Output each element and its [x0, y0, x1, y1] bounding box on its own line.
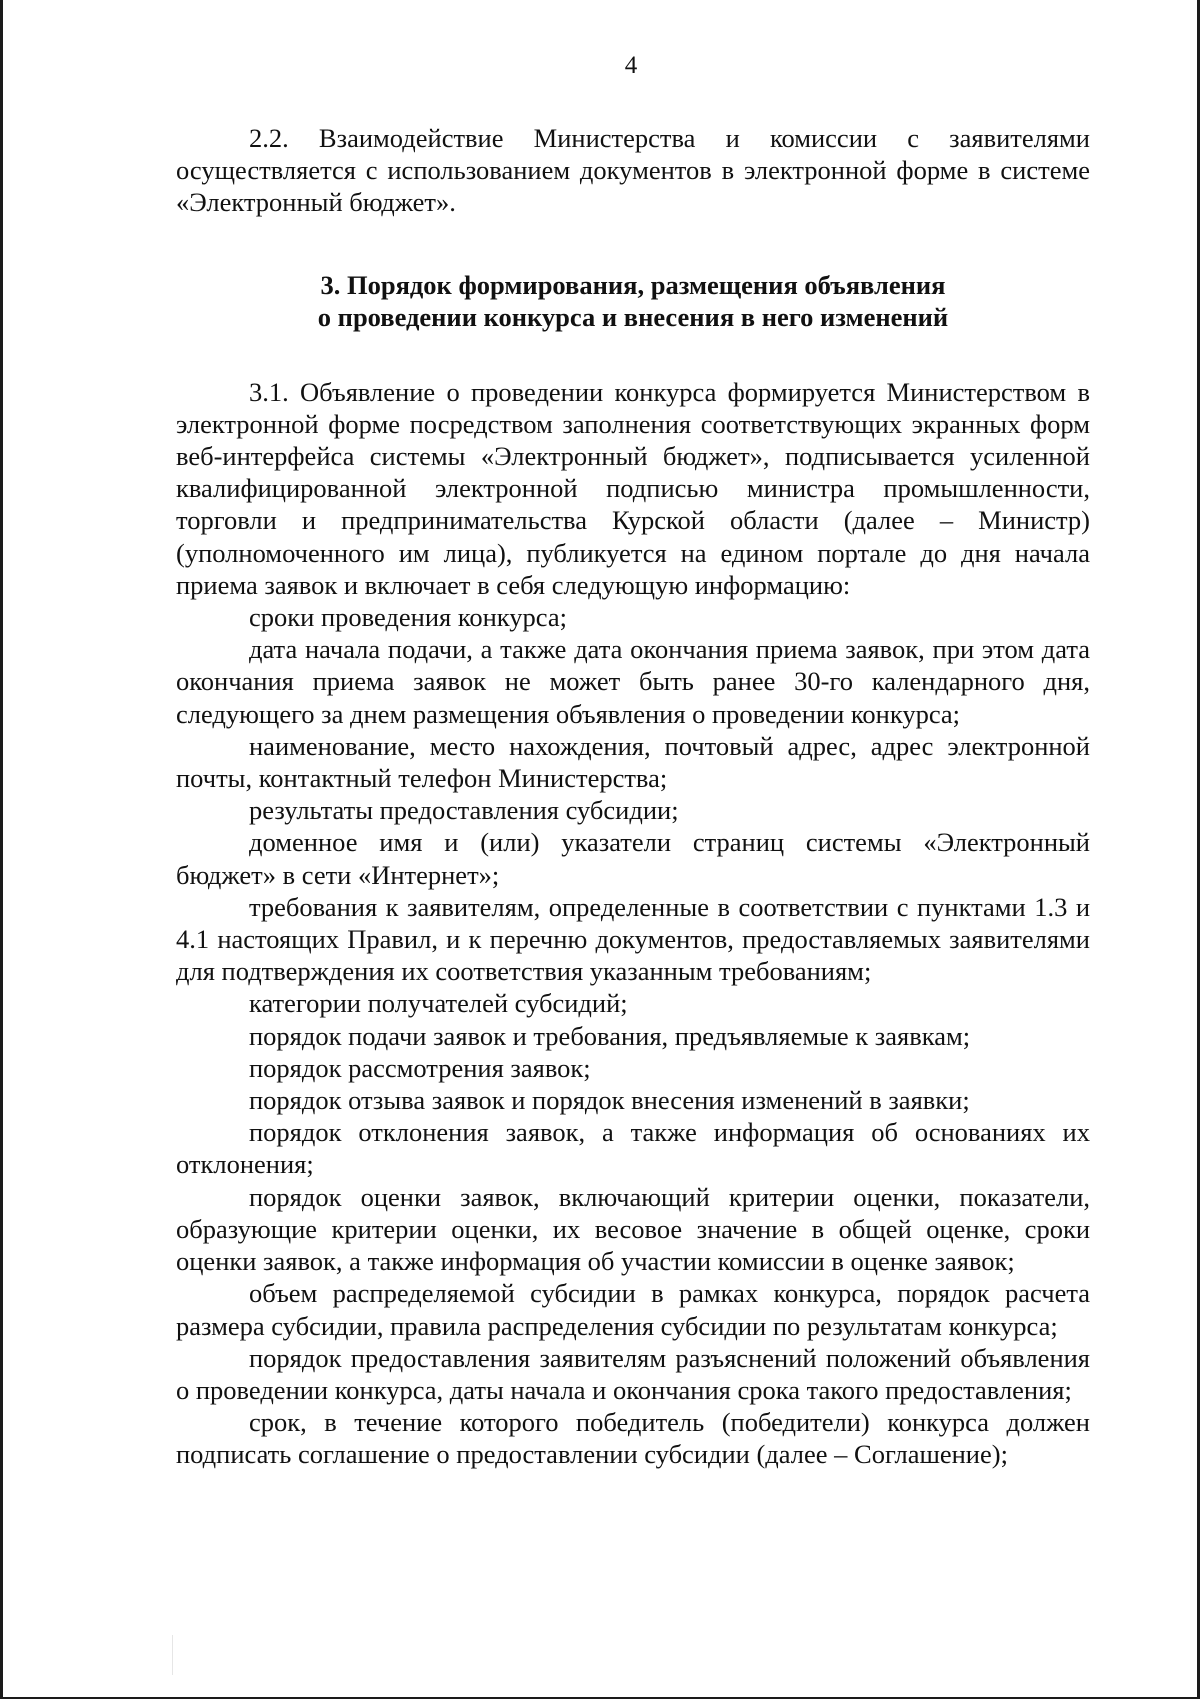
section-3-heading-line-1: 3. Порядок формирования, размещения объявления [320, 269, 946, 300]
section-2-2-paragraph: 2.2. Взаимодействие Министерства и комиссии с заявителями осуществляется с использованием документов в электронной форме в системе «Электронный бюджет». [176, 123, 1090, 218]
list-item-submission-procedure: порядок подачи заявок и требования, предъявляемые к заявкам; [249, 1020, 971, 1051]
list-item-contest-dates: сроки проведения конкурса; [249, 602, 567, 633]
document-body [176, 122, 1090, 1471]
list-item-subsidy-volume: объем распределяемой субсидии в рамках конкурса, порядок расчета размера субсидии, правила распределения субсидии по результатам конкурса; [176, 1278, 1090, 1341]
list-item-subsidy-results: результаты предоставления субсидии; [249, 795, 679, 826]
section-3-1-paragraph: 3.1. Объявление о проведении конкурса формируется Министерством в электронной форме посредством заполнения соответствующих экранных форм веб-интерфейса системы «Электронный бюджет», подписывается усиленной квалифицированной электронной подписью министра промышленности, торговли и предпринимательства Курской области (далее – Министр) (уполномоченного им лица), публикуется на едином портале до дня начала приема заявок и включает в себя следующую информацию: [176, 376, 1090, 600]
list-item-agreement-deadline: срок, в течение которого победитель (победители) конкурса должен подписать соглашение о предоставлении субсидии (далее – Соглашение); [176, 1407, 1090, 1470]
list-item-domain-name: доменное имя и (или) указатели страниц системы «Электронный бюджет» в сети «Интернет»; [176, 827, 1090, 890]
page-number: 4 [624, 52, 638, 79]
scan-edge-left [0, 0, 3, 1699]
list-item-evaluation-procedure: порядок оценки заявок, включающий критерии оценки, показатели, образующие критерии оценки, их весовое значение в общей оценке, сроки оценки заявок, а также информация об участии комиссии в оценке заявок; [176, 1181, 1090, 1277]
section-3-heading-line-2: о проведении конкурса и внесения в него изменений [317, 301, 949, 332]
list-item-recipient-categories: категории получателей субсидий; [249, 988, 628, 1019]
section-3-heading [176, 269, 1090, 333]
scan-artifact [172, 1635, 173, 1675]
list-item-clarification-procedure: порядок предоставления заявителям разъяснений положений объявления о проведении конкурса, даты начала и окончания срока такого предоставления; [176, 1342, 1090, 1405]
list-item-rejection-procedure: порядок отклонения заявок, а также информация об основаниях их отклонения; [176, 1117, 1090, 1180]
list-item-withdrawal-procedure: порядок отзыва заявок и порядок внесения изменений в заявки; [249, 1085, 970, 1116]
list-item-review-procedure: порядок рассмотрения заявок; [249, 1052, 591, 1083]
list-item-ministry-contacts: наименование, место нахождения, почтовый адрес, адрес электронной почты, контактный телефон Министерства; [176, 730, 1090, 794]
list-item-application-dates: дата начала подачи, а также дата окончания приема заявок, при этом дата окончания приема заявок не может быть ранее 30-го календарного дня, следующего за днем размещения объявления о проведении конкурса; [176, 634, 1090, 729]
list-item-applicant-requirements: требования к заявителям, определенные в соответствии с пунктами 1.3 и 4.1 настоящих Правил, и к перечню документов, предоставляемых заявителями для подтверждения их соответствия указанным требованиям; [176, 891, 1090, 987]
